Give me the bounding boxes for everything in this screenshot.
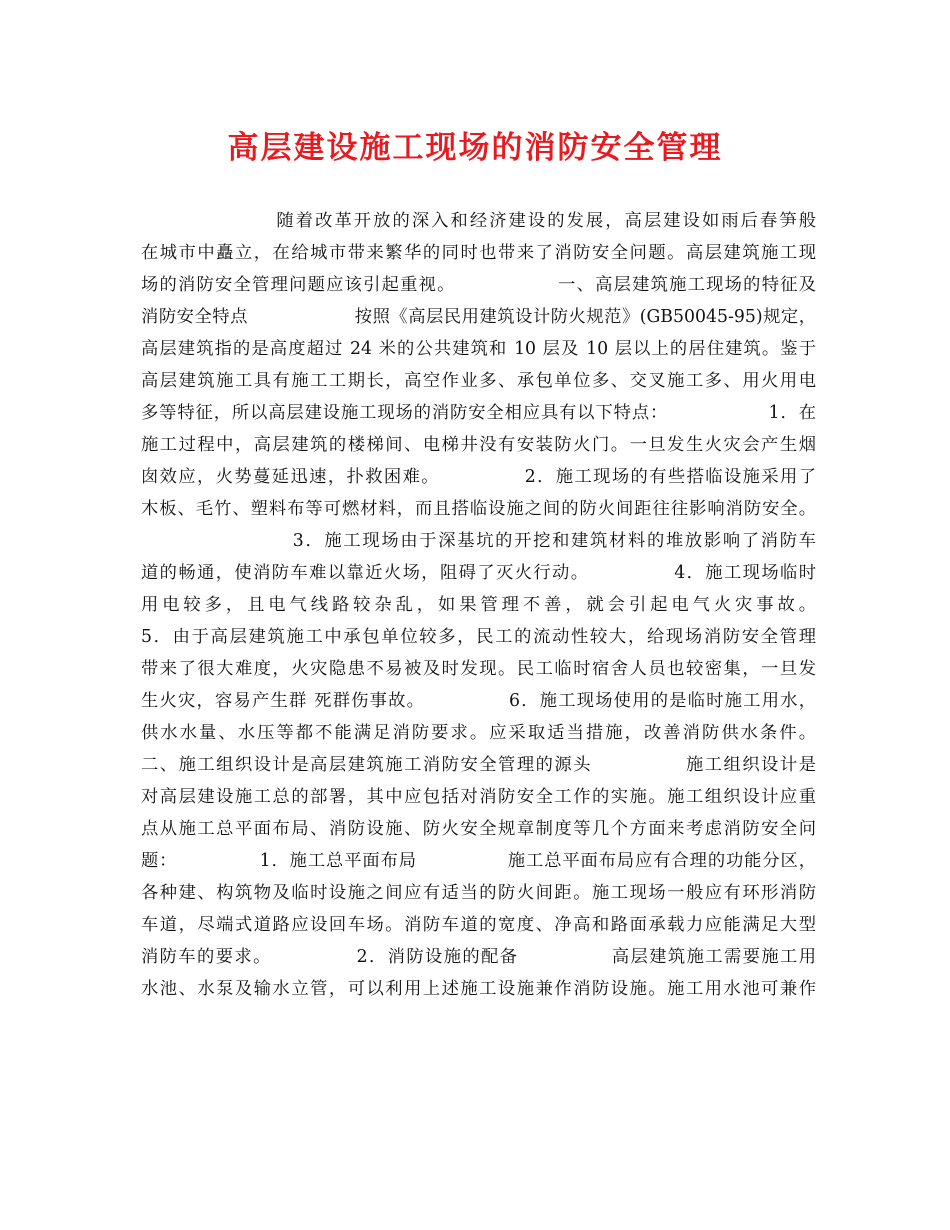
body-line: 3．施工现场由于深基坑的开挖和建筑材料的堆放影响了消防车 [141, 531, 816, 551]
body-line: 木板、毛竹、塑料布等可燃材料，而且搭临设施之间的防火间距往往影响消防安全。 [141, 499, 816, 519]
body-line: 高层建筑指的是高度超过 24 米的公共建筑和 10 层及 10 层以上的居住建筑。鉴于 [141, 339, 816, 359]
body-line: 点从施工总平面布局、消防设施、防火安全规章制度等几个方面来考虑消防安全问 [141, 819, 816, 839]
body-line: 消防安全特点 按照《高层民用建筑设计防火规范》(GB50045-95)规定， [141, 307, 816, 327]
body-line: 消防车的要求。 2．消防设施的配备 高层建筑施工需要施工用 [141, 947, 816, 967]
body-line: 带来了很大难度，火灾隐患不易被及时发现。民工临时宿舍人员也较密集，一旦发 [141, 659, 816, 679]
body-line: 道的畅通，使消防车难以靠近火场，阻碍了灭火行动。 4．施工现场临时 [141, 563, 816, 583]
body-line: 二、施工组织设计是高层建筑施工消防安全管理的源头 施工组织设计是 [141, 755, 816, 775]
document-title: 高层建设施工现场的消防安全管理 [227, 130, 723, 166]
body-line: 在城市中矗立，在给城市带来繁华的同时也带来了消防安全问题。高层建筑施工现 [141, 243, 816, 263]
body-line: 水池、水泵及输水立管，可以利用上述施工设施兼作消防设施。施工用水池可兼作 [141, 979, 816, 999]
body-line: 用电较多，且电气线路较杂乱，如果管理不善，就会引起电气火灾事故。 [141, 595, 816, 615]
body-line: 车道，尽端式道路应设回车场。消防车道的宽度、净高和路面承载力应能满足大型 [141, 915, 816, 935]
body-line: 供水水量、水压等都不能满足消防要求。应采取适当措施，改善消防供水条件。 [141, 723, 816, 743]
body-line: 5．由于高层建筑施工中承包单位较多，民工的流动性较大，给现场消防安全管理 [141, 627, 816, 647]
body-line: 题： 1．施工总平面布局 施工总平面布局应有合理的功能分区， [141, 851, 816, 871]
body-line: 高层建筑施工具有施工工期长，高空作业多、承包单位多、交叉施工多、用火用电 [141, 371, 816, 391]
body-line: 施工过程中，高层建筑的楼梯间、电梯井没有安装防火门。一旦发生火灾会产生烟 [141, 435, 816, 455]
body-line: 多等特征，所以高层建设施工现场的消防安全相应具有以下特点： 1．在 [141, 403, 816, 423]
body-line: 对高层建设施工总的部署，其中应包括对消防安全工作的实施。施工组织设计应重 [141, 787, 816, 807]
document-body [141, 205, 816, 1005]
body-line: 囱效应，火势蔓延迅速，扑救困难。 2．施工现场的有些搭临设施采用了 [141, 467, 816, 487]
body-line: 各种建、构筑物及临时设施之间应有适当的防火间距。施工现场一般应有环形消防 [141, 883, 816, 903]
body-line: 场的消防安全管理问题应该引起重视。 一、高层建筑施工现场的特征及 [141, 275, 816, 295]
body-line: 生火灾，容易产生群 死群伤事故。 6．施工现场使用的是临时施工用水， [141, 691, 816, 711]
body-line: 随着改革开放的深入和经济建设的发展，高层建设如雨后春笋般 [141, 211, 816, 231]
